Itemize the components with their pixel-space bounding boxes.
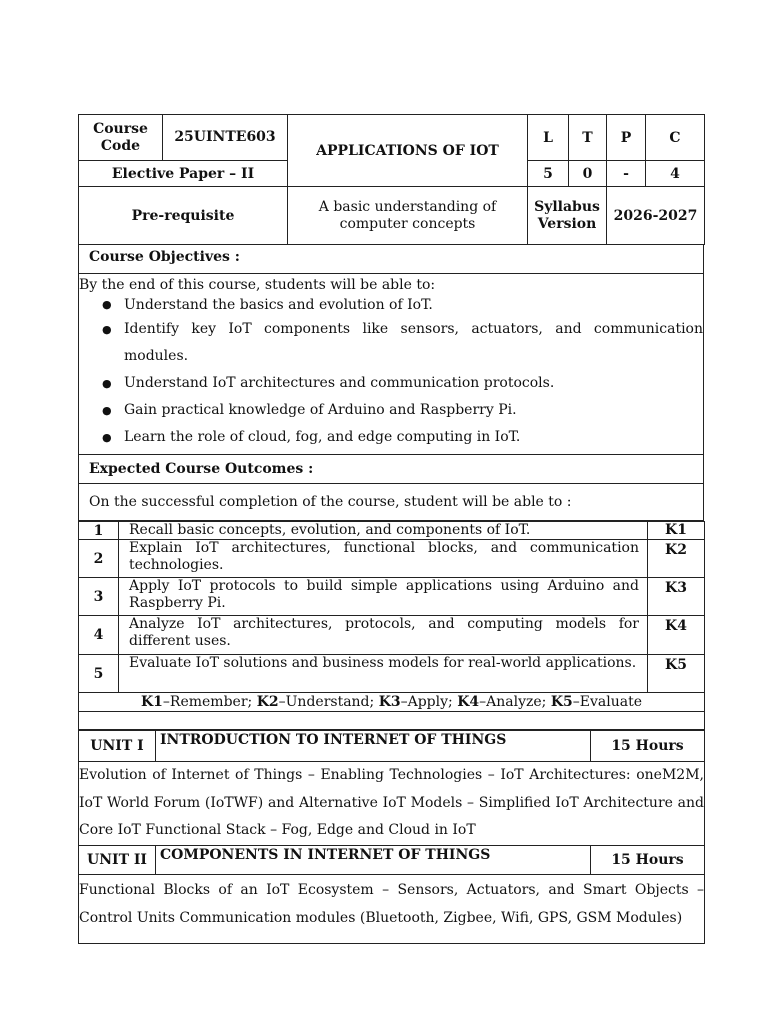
prerequisite-text: A basic understanding of computer concepts	[288, 187, 528, 245]
outcome-text: Recall basic concepts, evolution, and components of IoT.	[119, 522, 648, 540]
syllabus-sheet	[78, 114, 704, 944]
objective-item: ● Gain practical knowledge of Arduino and Raspberry Pi.	[124, 397, 703, 424]
outcome-row	[79, 616, 705, 655]
outcome-number: 3	[79, 578, 119, 616]
legend-key: K5	[550, 694, 573, 710]
ltpc-header-t: T	[569, 115, 607, 161]
legend-label: –Remember;	[162, 694, 257, 710]
ltpc-value-t: 0	[569, 161, 607, 187]
outcome-number: 1	[79, 522, 119, 540]
course-code-label: Course Code	[79, 115, 163, 161]
outcome-number: 2	[79, 540, 119, 578]
syllabus-version-label: Syllabus Version	[528, 187, 607, 245]
unit-content: Functional Blocks of an IoT Ecosystem – Sensors, Actuators, and Smart Objects – Control Units Communication modules (Bluetooth, Zigbee, Wifi, GPS, GSM Modules)	[79, 875, 705, 944]
ltpc-value-c: 4	[646, 161, 705, 187]
legend-key: K3	[378, 694, 401, 710]
unit-title: INTRODUCTION TO INTERNET OF THINGS	[156, 731, 591, 762]
outcomes-heading: Expected Course Outcomes :	[79, 455, 704, 484]
ltpc-value-l: 5	[528, 161, 569, 187]
unit-label: UNIT I	[79, 731, 156, 762]
legend-label: –Evaluate	[572, 694, 642, 710]
objectives-outcomes-table	[78, 245, 704, 521]
objective-item: ● Learn the role of cloud, fog, and edge computing in IoT.	[124, 424, 703, 454]
unit-hours: 15 Hours	[591, 731, 705, 762]
outcome-number: 4	[79, 616, 119, 655]
outcome-text: Analyze IoT architectures, protocols, and computing models for different uses.	[119, 616, 648, 655]
legend-label: –Analyze;	[479, 694, 551, 710]
outcomes-intro: On the successful completion of the course, student will be able to :	[79, 484, 704, 521]
legend-key: K4	[457, 694, 480, 710]
syllabus-version: 2026-2027	[607, 187, 705, 245]
knowledge-level-legend	[79, 693, 705, 712]
ltpc-header-p: P	[607, 115, 646, 161]
prerequisite-label: Pre-requisite	[79, 187, 288, 245]
outcomes-table	[78, 521, 705, 730]
units-table	[78, 730, 705, 944]
paper-type: Elective Paper – II	[79, 161, 288, 187]
outcome-k-level: K1	[648, 522, 705, 540]
objectives-heading: Course Objectives :	[79, 245, 703, 274]
legend-key: K1	[141, 694, 163, 710]
spacer-row	[79, 712, 705, 730]
outcome-text: Explain IoT architectures, functional blocks, and communication technologies.	[119, 540, 648, 578]
outcome-row	[79, 578, 705, 616]
outcome-k-level: K3	[648, 578, 705, 616]
legend-label: –Apply;	[400, 694, 458, 710]
outcome-text: Evaluate IoT solutions and business models for real-world applications.	[119, 655, 648, 693]
unit-label: UNIT II	[79, 846, 156, 875]
ltpc-header-c: C	[646, 115, 705, 161]
unit-hours: 15 Hours	[591, 846, 705, 875]
course-header-table	[78, 114, 705, 245]
legend-label: –Understand;	[278, 694, 379, 710]
outcome-k-level: K2	[648, 540, 705, 578]
outcome-k-level: K4	[648, 616, 705, 655]
objective-item: ● Identify key IoT components like sensors, actuators, and communication modules.	[124, 316, 703, 370]
legend-key: K2	[256, 694, 279, 710]
course-title: APPLICATIONS OF IOT	[288, 115, 528, 187]
outcome-number: 5	[79, 655, 119, 693]
ltpc-header-l: L	[528, 115, 569, 161]
ltpc-value-p: -	[607, 161, 646, 187]
course-code: 25UINTE603	[163, 115, 288, 161]
objectives-intro: By the end of this course, students will be able to:	[79, 277, 436, 293]
objective-item: ● Understand IoT architectures and communication protocols.	[124, 370, 703, 397]
unit-title: COMPONENTS IN INTERNET OF THINGS	[156, 846, 591, 875]
unit-content: Evolution of Internet of Things – Enabling Technologies – IoT Architectures: oneM2M, IoT World Forum (IoTWF) and Alternative IoT Models – Simplified IoT Architecture and Core IoT Functional Stack – Fog, Edge and Cloud in IoT	[79, 762, 705, 846]
outcome-row	[79, 655, 705, 693]
outcome-row	[79, 522, 705, 540]
outcome-row	[79, 540, 705, 578]
outcome-k-level: K5	[648, 655, 705, 693]
outcome-text: Apply IoT protocols to build simple applications using Arduino and Raspberry Pi.	[119, 578, 648, 616]
objectives-list	[79, 294, 703, 454]
objective-item: ● Understand the basics and evolution of IoT.	[124, 294, 703, 316]
